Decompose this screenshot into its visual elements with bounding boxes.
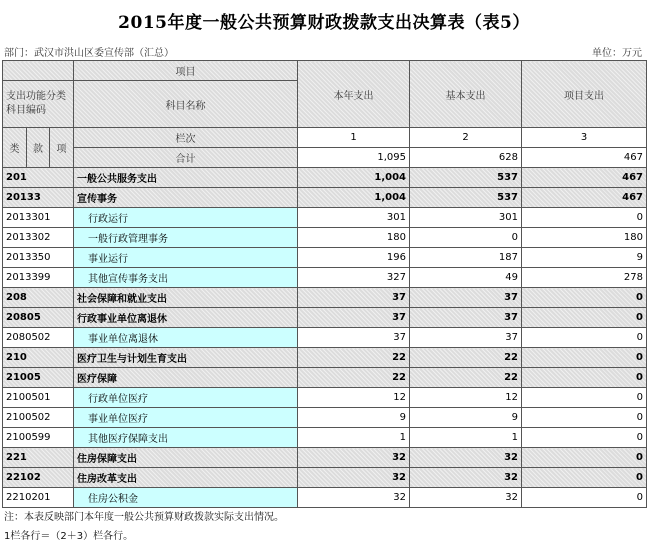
row-subject: 住房改革支出 [74,468,298,488]
row-total: 22 [298,368,410,388]
row-total: 37 [298,288,410,308]
unit-label: 单位：万元 [592,48,642,59]
row-code: 210 [3,348,74,368]
row-subject: 行政单位医疗 [74,388,298,408]
row-total: 180 [298,228,410,248]
row-code: 2013399 [3,268,74,288]
header-project: 项目支出 [522,61,647,128]
row-code: 2100501 [3,388,74,408]
table-row [3,308,647,328]
table-row [3,408,647,428]
row-code: 2100502 [3,408,74,428]
col-index-1: 1 [298,128,410,148]
row-basic: 187 [410,248,522,268]
row-project: 0 [522,348,647,368]
row-subject: 其他医疗保障支出 [74,428,298,448]
total-label: 合计 [74,148,298,168]
row-total: 12 [298,388,410,408]
row-project: 467 [522,168,647,188]
row-code: 2210201 [3,488,74,508]
row-basic: 37 [410,328,522,348]
row-project: 0 [522,488,647,508]
table-row [3,368,647,388]
row-project: 0 [522,208,647,228]
row-subject: 行政运行 [74,208,298,228]
row-total: 37 [298,308,410,328]
row-basic: 9 [410,408,522,428]
header-func-code: 支出功能分类科目编码 [3,81,74,128]
row-subject: 住房公积金 [74,488,298,508]
header-basic: 基本支出 [410,61,522,128]
row-total: 32 [298,448,410,468]
row-basic: 537 [410,168,522,188]
row-subject: 一般行政管理事务 [74,228,298,248]
header-xiang: 项 [50,128,74,168]
row-basic: 37 [410,288,522,308]
table-row [3,188,647,208]
row-total: 1,004 [298,168,410,188]
row-project: 0 [522,388,647,408]
row-project: 180 [522,228,647,248]
row-project: 0 [522,408,647,428]
row-subject: 其他宣传事务支出 [74,268,298,288]
header-subject-name: 科目名称 [74,81,298,128]
header-lanci: 栏次 [74,128,298,148]
row-project: 278 [522,268,647,288]
row-code: 2013302 [3,228,74,248]
row-basic: 22 [410,368,522,388]
row-code: 22102 [3,468,74,488]
table-row [3,328,647,348]
row-total: 37 [298,328,410,348]
row-total: 32 [298,468,410,488]
total-value-1: 1,095 [298,148,410,168]
department-label: 部门：武汉市洪山区委宣传部（汇总） [4,48,174,59]
row-code: 2013301 [3,208,74,228]
row-total: 1 [298,428,410,448]
row-project: 0 [522,468,647,488]
row-project: 0 [522,308,647,328]
row-subject: 事业单位医疗 [74,408,298,428]
row-basic: 1 [410,428,522,448]
total-value-2: 628 [410,148,522,168]
row-basic: 537 [410,188,522,208]
row-project: 0 [522,428,647,448]
row-code: 20805 [3,308,74,328]
total-value-3: 467 [522,148,647,168]
table-row [3,388,647,408]
row-total: 1,004 [298,188,410,208]
row-subject: 社会保障和就业支出 [74,288,298,308]
row-code: 2013350 [3,248,74,268]
table-row [3,248,647,268]
table-row [3,488,647,508]
row-basic: 301 [410,208,522,228]
row-basic: 0 [410,228,522,248]
row-subject: 宣传事务 [74,188,298,208]
row-subject: 事业运行 [74,248,298,268]
row-project: 0 [522,288,647,308]
table-row [3,448,647,468]
table-row [3,348,647,368]
row-total: 327 [298,268,410,288]
table-row [3,288,647,308]
row-project: 9 [522,248,647,268]
row-code: 2100599 [3,428,74,448]
row-total: 22 [298,348,410,368]
header-lei: 类 [3,128,27,168]
row-code: 2080502 [3,328,74,348]
table-row [3,268,647,288]
footnote-2: 1栏各行＝（2＋3）栏各行。 [4,531,134,542]
row-basic: 32 [410,468,522,488]
page-title: 2015年度一般公共预算财政拨款支出决算表（表5） [118,13,530,33]
row-subject: 医疗保障 [74,368,298,388]
table-row [3,228,647,248]
table-row [3,208,647,228]
row-basic: 32 [410,448,522,468]
row-basic: 12 [410,388,522,408]
row-basic: 49 [410,268,522,288]
row-basic: 37 [410,308,522,328]
header-item: 项目 [74,61,298,81]
row-project: 0 [522,448,647,468]
row-subject: 住房保障支出 [74,448,298,468]
row-code: 201 [3,168,74,188]
header-total: 本年支出 [298,61,410,128]
row-basic: 22 [410,348,522,368]
table-row [3,428,647,448]
row-subject: 一般公共服务支出 [74,168,298,188]
footnote-1: 注：本表反映部门本年度一般公共预算财政拨款实际支出情况。 [4,512,284,523]
row-total: 9 [298,408,410,428]
table-row [3,468,647,488]
row-subject: 医疗卫生与计划生育支出 [74,348,298,368]
row-code: 221 [3,448,74,468]
table-row [3,168,647,188]
row-project: 467 [522,188,647,208]
row-basic: 32 [410,488,522,508]
row-project: 0 [522,328,647,348]
expenditure-table [2,60,647,508]
col-index-3: 3 [522,128,647,148]
row-total: 301 [298,208,410,228]
col-index-2: 2 [410,128,522,148]
row-project: 0 [522,368,647,388]
row-subject: 行政事业单位离退休 [74,308,298,328]
row-code: 20133 [3,188,74,208]
row-code: 21005 [3,368,74,388]
row-total: 32 [298,488,410,508]
header-kuan: 款 [27,128,50,168]
row-total: 196 [298,248,410,268]
row-code: 208 [3,288,74,308]
row-subject: 事业单位离退休 [74,328,298,348]
